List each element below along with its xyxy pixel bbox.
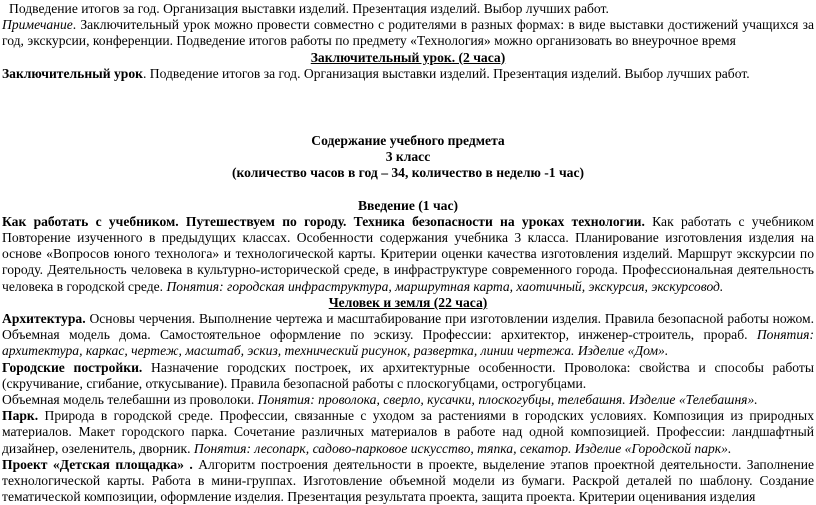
architecture-concepts: Понятия: архитектура, каркас, чертеж, масштаб, эскиз, технический рисунок, развертка, линии чертежа. Изделие «Дом».	[2, 327, 814, 359]
summary-line: Подведение итогов за год. Организация выставки изделий. Презентация изделий. Выбор лучших работ.	[9, 1, 609, 16]
content-title: Содержание учебного предмета	[311, 133, 505, 149]
tower-text: Объемная модель телебашни из проволоки.	[2, 392, 258, 408]
final-lesson-heading: Заключительный урок. (2 часа)	[310, 49, 506, 65]
final-lesson-label: Заключительный урок	[2, 65, 143, 81]
project-label: Проект «Детская площадка» .	[2, 456, 193, 472]
park-paragraph	[2, 408, 814, 457]
spacer	[2, 82, 814, 133]
park-concepts: Понятия: лесопарк, садово-парковое искусство, тяпка, секатор. Изделие «Городской парк».	[193, 440, 732, 456]
final-lesson-paragraph	[2, 66, 814, 82]
intro-section-paragraph	[2, 214, 814, 295]
park-label: Парк.	[2, 408, 39, 424]
note-label: Примечание	[2, 17, 73, 33]
intro-section-text: Как работать с учебником Повторение изученного в предыдущих классах. Особенности содержания учебника 3 класса. Планирование изготовления изделия на основе «Вопросов юного технолога» и технологической карты. Критерии оценки качества изготовления изделий. Маршрут экскурсии по городу. Деятельность человека в культурно-исторической среде, в инфраструктуре современного города. Профессиональная деятельность человека в городской среде.	[2, 213, 814, 294]
human-earth-heading: Человек и земля (22 часа)	[328, 294, 488, 310]
final-lesson-text: . Подведение итогов за год. Организация выставки изделий. Презентация изделий. Выбор лучших работ.	[143, 65, 750, 81]
architecture-paragraph	[2, 311, 814, 360]
grade-label: 3 класс	[385, 149, 431, 165]
buildings-label: Городские постройки.	[2, 359, 143, 375]
intro-section-heading: Введение (1 час)	[357, 197, 458, 213]
project-text: Алгоритм построения деятельности в проекте, выделение этапов проектной деятельности. Заполнение технологической карты. Работа в мини-группах. Изготовление объемной модели из бумаги. Раскрой деталей по шаблону. Создание тематической композиции, оформление изделия. Презентация результата проекта, защита проекта. Критерии оценивания изделия	[2, 456, 814, 505]
architecture-text: Основы черчения. Выполнение чертежа и масштабирование при изготовлении изделия. Правила безопасной работы ножом. Объемная модель дома. Самостоятельное оформление по эскизу. Профессии: архитектор, инженер-строитель, прораб.	[2, 311, 814, 343]
intro-section-concepts: Понятия: городская инфраструктура, маршрутная карта, хаотичный, экскурсия, экскурсовод.	[166, 278, 724, 294]
architecture-label: Архитектура.	[2, 311, 86, 327]
hours-label: (количество часов в год – 34, количество в неделю -1 час)	[231, 165, 585, 181]
intro-section-bold: Как работать с учебником. Путешествуем по городу. Техника безопасности на уроках технологии.	[2, 213, 645, 229]
park-text: Природа в городской среде. Профессии, связанные с уходом за растениями в городских условиях. Композиция из природных материалов. Макет городского парка. Сочетание различных материалов в работе над одной композицией. Профессии: ландшафтный дизайнер, озеленитель, дворник.	[2, 408, 814, 456]
document-page	[2, 1, 814, 505]
tower-paragraph	[2, 392, 814, 408]
note-text: . Заключительный урок можно провести совместно с родителями в разных формах: в виде выставки достижений учащихся за год, экскурсии, конференции. Подведение итогов работы по предмету «Технология» можно организовать во внеурочное время	[2, 17, 814, 49]
project-paragraph	[2, 457, 814, 505]
buildings-text: Назначение городских построек, их архитектурные особенности. Проволока: свойства и способы работы (скручивание, сгибание, откусывание). Правила безопасной работы с плоскогубцами, острогубцами.	[2, 359, 814, 391]
spacer	[2, 182, 814, 198]
tower-concepts: Понятия: проволока, сверло, кусачки, плоскогубцы, телебашня. Изделие «Телебашня».	[257, 392, 758, 408]
note-paragraph	[2, 17, 814, 49]
buildings-paragraph	[2, 360, 814, 392]
